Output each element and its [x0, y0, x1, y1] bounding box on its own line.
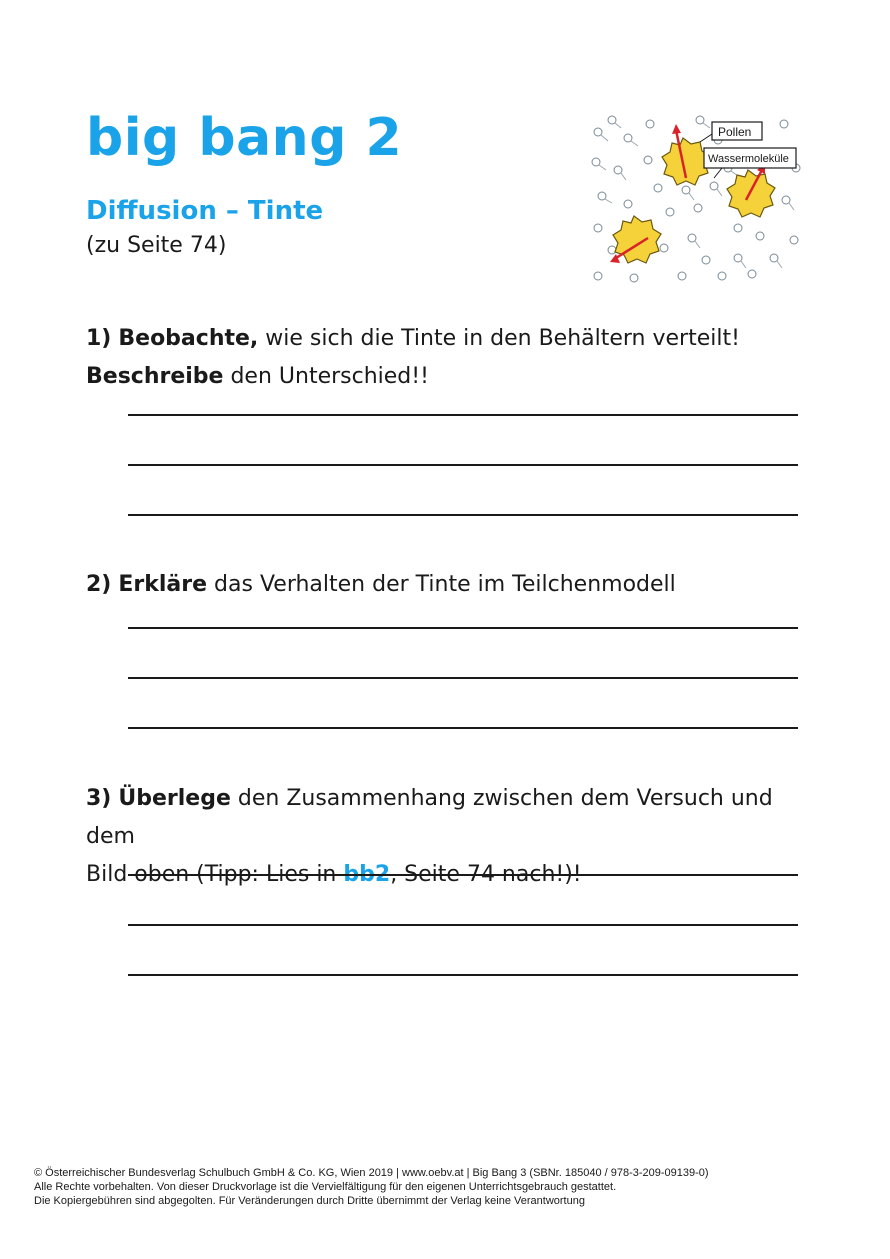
task-2	[86, 566, 826, 604]
task-2-verb: Erkläre	[118, 572, 208, 597]
pollen-label: Pollen	[718, 125, 752, 139]
task-1	[86, 320, 826, 396]
task-1-verb-2: Beschreibe	[86, 364, 224, 389]
task-3-text-2: Bild oben (Tipp: Lies in	[86, 862, 344, 887]
task-3-number: 3)	[86, 786, 112, 811]
task-1-text-2: den Unterschied!!	[223, 364, 429, 389]
copyright-footer	[34, 1166, 709, 1208]
answer-line[interactable]	[128, 924, 798, 926]
answer-line[interactable]	[128, 627, 798, 629]
task-1-verb: Beobachte,	[118, 326, 259, 351]
brand-title: big bang 2	[86, 108, 403, 168]
task-1-text: wie sich die Tinte in den Behältern verteilt!	[258, 326, 740, 351]
answer-line[interactable]	[128, 464, 798, 466]
answer-line[interactable]	[128, 414, 798, 416]
water-molecules-label: Wassermoleküle	[708, 153, 789, 165]
answer-line[interactable]	[128, 874, 798, 876]
brownian-motion-illustration	[588, 108, 806, 288]
page-reference: (zu Seite 74)	[86, 233, 227, 258]
answer-line[interactable]	[128, 677, 798, 679]
answer-line[interactable]	[128, 514, 798, 516]
task-3-text-3: , Seite 74 nach!)!	[390, 862, 582, 887]
footer-line-3: Die Kopiergebühren sind abgegolten. Für Veränderungen durch Dritte übernimmt der Verlag keine Verantwortung	[34, 1195, 585, 1207]
task-2-text: das Verhalten der Tinte im Teilchenmodell	[207, 572, 676, 597]
answer-line[interactable]	[128, 727, 798, 729]
task-2-number: 2)	[86, 572, 112, 597]
task-1-number: 1)	[86, 326, 112, 351]
footer-line-1: © Österreichischer Bundesverlag Schulbuch GmbH & Co. KG, Wien 2019 | www.oebv.at | Big Bang 3 (SBNr. 185040 / 978-3-209-09139-0)	[34, 1167, 709, 1179]
footer-line-2: Alle Rechte vorbehalten. Von dieser Druckvorlage ist die Vervielfältigung für den eigenen Unterrichtsgebrauch gestattet.	[34, 1181, 617, 1193]
task-3-verb: Überlege	[118, 786, 231, 811]
answer-line[interactable]	[128, 974, 798, 976]
bb2-reference: bb2	[343, 862, 391, 887]
worksheet-subtitle: Diffusion – Tinte	[86, 196, 324, 226]
task-3	[86, 780, 826, 894]
task-3-text: den Zusammenhang zwischen dem Versuch und dem	[86, 786, 773, 849]
